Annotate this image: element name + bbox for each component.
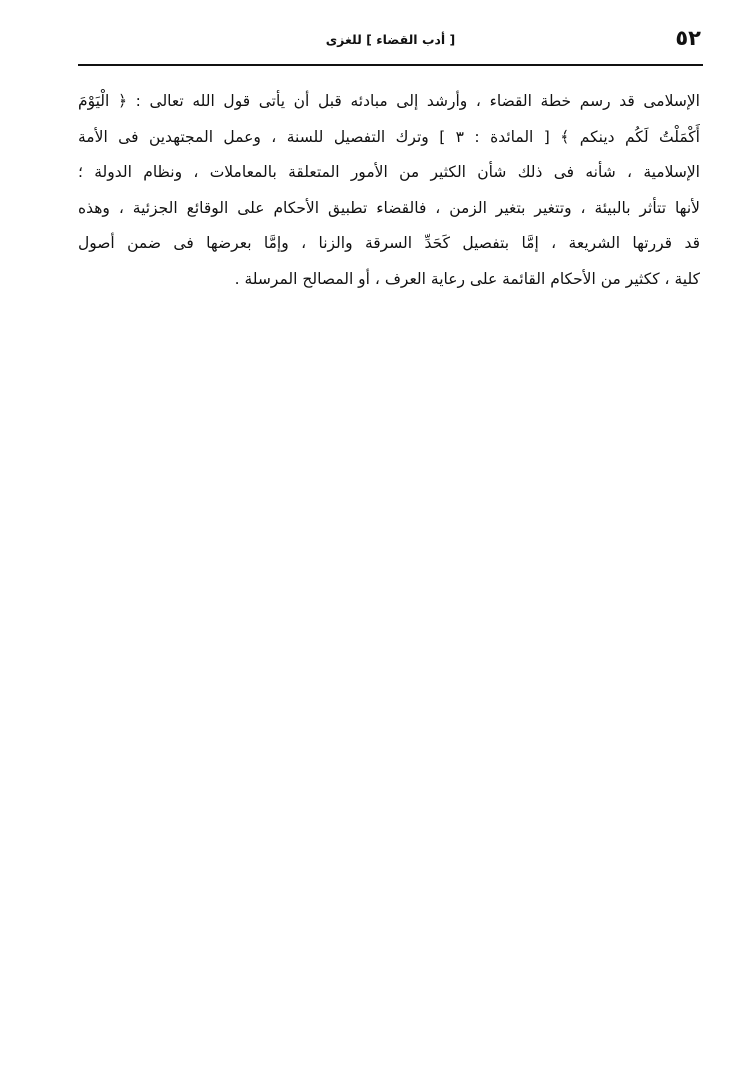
text-line: الإسلامى قد رسم خطة القضاء ، وأرشد إلى مبادئه قبل أن يأتى قول الله تعالى : ﴿ الْيَوْمَ <box>78 92 700 110</box>
body-paragraph <box>78 84 700 298</box>
page-number: ٥٢ <box>675 26 701 50</box>
header-rule <box>78 64 703 66</box>
text-line: الإسلامية ، شأنه فى ذلك شأن الكثير من الأمور المتعلقة بالمعاملات ، ونظام الدولة ؛ <box>78 163 700 182</box>
text-line: أَكْمَلْتُ لَكُم دينكم ﴾ [ المائدة : ٣ ] وترك التفصيل للسنة ، وعمل المجتهدين فى الأمة <box>78 127 700 146</box>
text-line: لأنها تتأثر بالبيئة ، وتتغير بتغير الزمن ، فالقضاء تطبيق الأحكام على الوقائع الجزئية ، وهذه <box>78 198 700 217</box>
page-header <box>78 24 703 58</box>
running-title: [ أدب القضاء ] للغزى <box>325 32 456 47</box>
text-line: قد قررتها الشريعة ، إمَّا بتفصيل كَحَدِّ السرقة والزنا ، وإمَّا بعرضها فى ضمن أصول <box>78 234 700 253</box>
text-line: كلية ، ككثير من الأحكام القائمة على رعاية العرف ، أو المصالح المرسلة . <box>234 269 700 288</box>
